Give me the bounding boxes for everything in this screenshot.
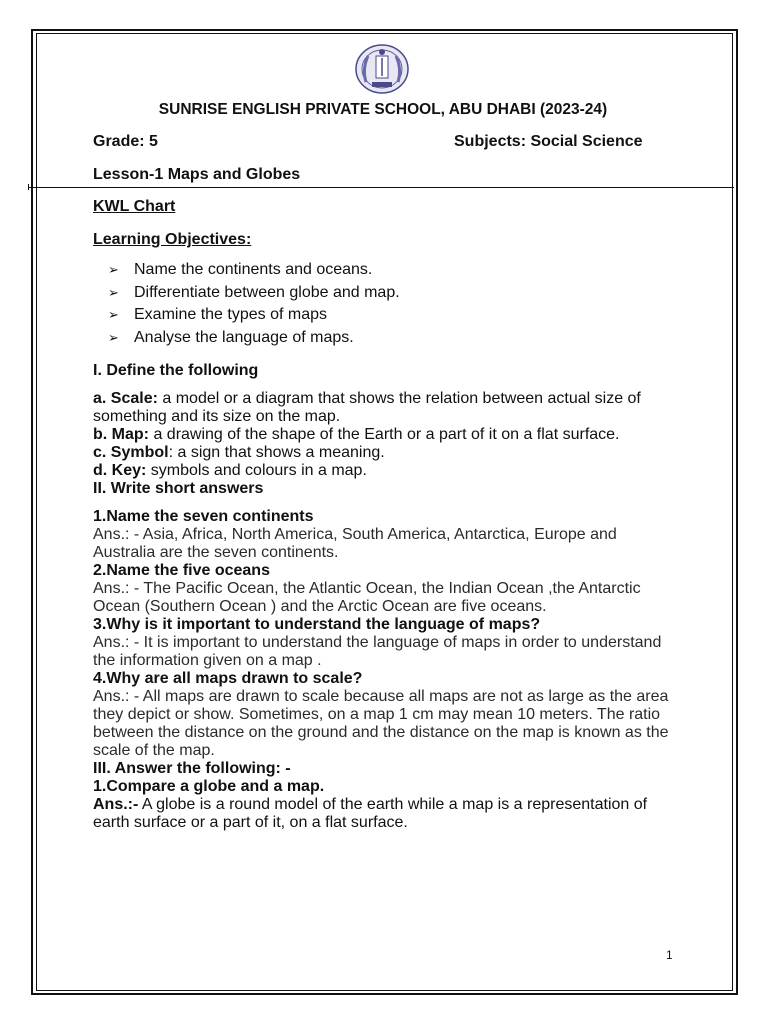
definition-scale: a. Scale: a model or a diagram that shows the relation between actual size of something and its size on the map. [93, 390, 641, 425]
question: 4.Why are all maps drawn to scale? [93, 670, 363, 687]
answer: Ans.: - All maps are drawn to scale because all maps are not as large as the area they depict or show. Sometimes, on a map 1 cm may mean 10 meters. The ratio between the distance on the ground and the distance on the map is known as the scale of the map. [93, 688, 669, 759]
divider-tick [28, 184, 32, 190]
arrow-bullet-icon: ➢ [108, 284, 119, 300]
list-item: ➢ Analyse the language of maps. [108, 328, 354, 346]
kwl-chart-heading: KWL Chart [93, 198, 176, 215]
definition-symbol: c. Symbol: a sign that shows a meaning. [93, 444, 385, 461]
definition-key: d. Key: symbols and colours in a map. [93, 462, 367, 479]
arrow-bullet-icon: ➢ [108, 262, 119, 277]
list-item: ➢ Name the continents and oceans. [108, 261, 373, 278]
school-name: SUNRISE ENGLISH PRIVATE SCHOOL, ABU DHABI (2023-24) [158, 101, 608, 118]
grade-label: Grade: 5 [93, 133, 158, 150]
section-heading: I. Define the following [93, 362, 259, 379]
page-number: 1 [666, 948, 673, 962]
answer: Ans.:- A globe is a round model of the earth while a map is a representation of earth surface or a part of it, on a flat surface. [93, 796, 648, 831]
answer: Ans.: - It is important to understand the language of maps in order to understand the information given on a map . [93, 634, 662, 669]
arrow-bullet-icon: ➢ [108, 329, 119, 345]
learning-objectives-heading: Learning Objectives: [93, 231, 252, 248]
subject-label: Subjects: Social Science [454, 133, 643, 150]
list-item: ➢ Examine the types of maps [108, 306, 327, 323]
objectives-list [108, 261, 400, 351]
header-divider [28, 187, 734, 188]
question: 3.Why is it important to understand the language of maps? [93, 616, 541, 633]
question: 2.Name the five oceans [93, 562, 270, 579]
section-heading: III. Answer the following: - [93, 760, 291, 777]
section-heading: II. Write short answers [93, 480, 264, 497]
answer: Ans.: - Asia, Africa, North America, South America, Antarctica, Europe and Australia are the seven continents. [93, 526, 617, 561]
answer: Ans.: - The Pacific Ocean, the Atlantic Ocean, the Indian Ocean ,the Antarctic Ocean (Southern Ocean ) and the Arctic Ocean are five oceans. [93, 580, 641, 615]
arrow-bullet-icon: ➢ [108, 307, 119, 322]
question: 1.Compare a globe and a map. [93, 778, 325, 795]
define-section [93, 362, 673, 832]
lesson-title: Lesson-1 Maps and Globes [93, 166, 301, 183]
school-logo [352, 42, 412, 94]
definition-map: b. Map: a drawing of the shape of the Earth or a part of it on a flat surface. [93, 426, 620, 443]
list-item: ➢ Differentiate between globe and map. [108, 283, 400, 301]
question: 1.Name the seven continents [93, 508, 314, 525]
